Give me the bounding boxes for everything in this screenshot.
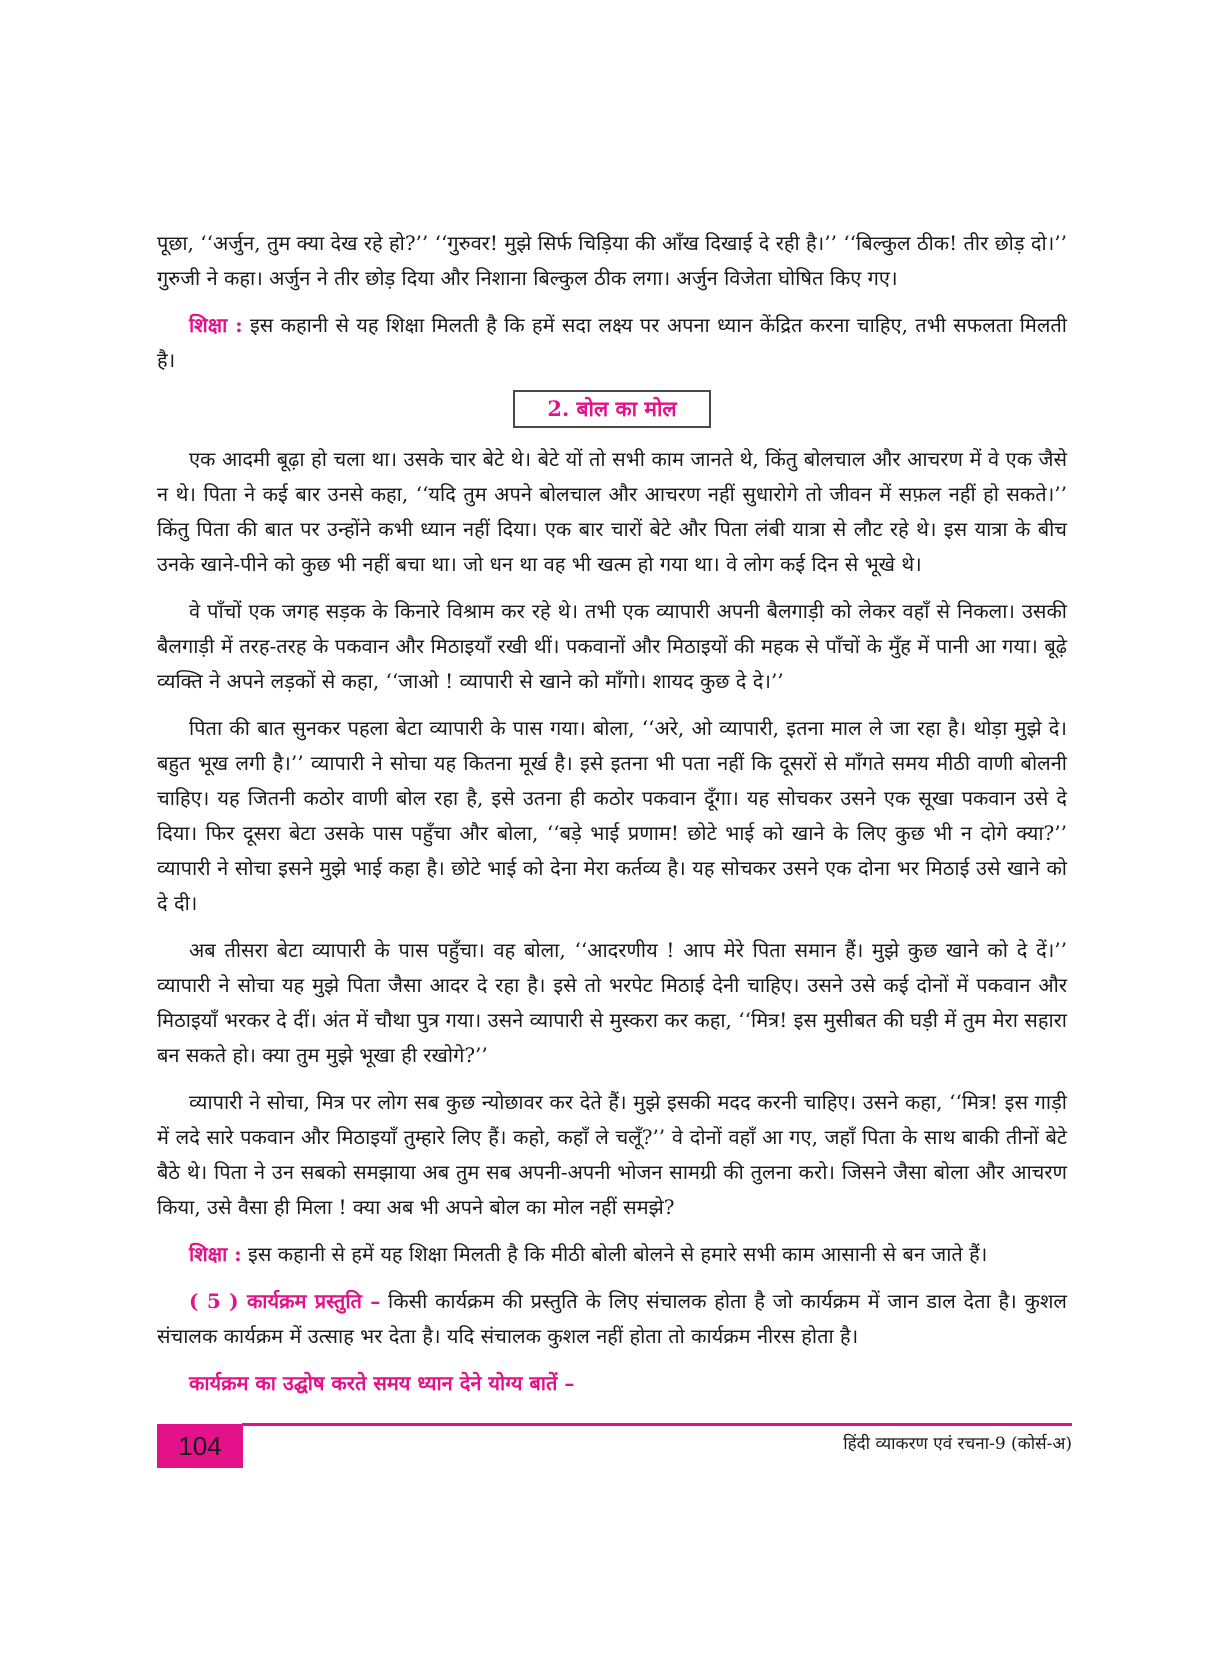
story-title: 2. बोल का मोल — [513, 390, 710, 428]
footer-book-title: हिंदी व्याकरण एवं रचना-9 (कोर्स-अ) — [843, 1434, 1072, 1454]
lesson-1-label: शिक्षा : — [189, 313, 243, 337]
story-paragraph: अब तीसरा बेटा व्यापारी के पास पहुँचा। वह बोला, ‘‘आदरणीय ! आप मेरे पिता समान हैं। मुझे कुछ खाने को दे दें।’’ व्यापारी ने सोचा यह मुझे पिता जैसा आदर दे रहा है। इसे तो भरपेट मिठाई देनी चाहिए। उसने उसे कई दोनों में पकवान और मिठाइयाँ भरकर दे दीं। अंत में चौथा पुत्र गया। उसने व्यापारी से मुस्करा कर कहा, ‘‘मित्र! इस मुसीबत की घड़ी में तुम मेरा सहारा बन सकते हो। क्या तुम मुझे भूखा ही रखोगे?’’ — [157, 938, 1067, 1067]
story-paragraph: एक आदमी बूढ़ा हो चला था। उसके चार बेटे थे। बेटे यों तो सभी काम जानते थे, किंतु बोलचाल और आचरण में वे एक जैसे न थे। पिता ने कई बार उनसे कहा, ‘‘यदि तुम अपने बोलचाल और आचरण नहीं सुधारोगे तो जीवन में सफ़ल नहीं हो सकते।’’ किंतु पिता की बात पर उन्होंने कभी ध्यान नहीं दिया। एक बार चारों बेटे और पिता लंबी यात्रा से लौट रहे थे। इस यात्रा के बीच उनके खाने-पीने को कुछ भी नहीं बचा था। जो धन था वह भी खत्म हो गया था। वे लोग कई दिन से भूखे थे। — [157, 447, 1067, 576]
story-title-wrap — [157, 390, 1067, 428]
lesson-2-text: इस कहानी से हमें यह शिक्षा मिलती है कि मीठी बोली बोलने से हमारे सभी काम आसानी से बन जाते हैं। — [241, 1242, 988, 1266]
story-paragraph: वे पाँचों एक जगह सड़क के किनारे विश्राम कर रहे थे। तभी एक व्यापारी अपनी बैलगाड़ी को लेकर वहाँ से निकला। उसकी बैलगाड़ी में तरह-तरह के पकवान और मिठाइयाँ रखी थीं। पकवानों और मिठाइयों की महक से पाँचों के मुँह में पानी आ गया। बूढ़े व्यक्ति ने अपने लड़कों से कहा, ‘‘जाओ ! व्यापारी से खाने को माँगो। शायद कुछ दे दे।’’ — [157, 599, 1067, 693]
story-paragraph: पिता की बात सुनकर पहला बेटा व्यापारी के पास गया। बोला, ‘‘अरे, ओ व्यापारी, इतना माल ले जा रहा है। थोड़ा मुझे दे। बहुत भूख लगी है।’’ व्यापारी ने सोचा यह कितना मूर्ख है। इसे इतना भी पता नहीं कि दूसरों से माँगते समय मीठी वाणी बोलनी चाहिए। यह जितनी कठोर वाणी बोल रहा है, इसे उतना ही कठोर पकवान दूँगा। यह सोचकर उसने एक सूखा पकवान उसे दे दिया। फिर दूसरा बेटा उसके पास पहुँचा और बोला, ‘‘बड़े भाई प्रणाम! छोटे भाई को खाने के लिए कुछ भी न दोगे क्या?’’ व्यापारी ने सोचा इसने मुझे भाई कहा है। छोटे भाई को देना मेरा कर्तव्य है। यह सोचकर उसने एक दोना भर मिठाई उसे खाने को दे दी। — [157, 716, 1067, 915]
section-5 — [157, 1284, 1067, 1354]
section-5-text: किसी कार्यक्रम की प्रस्तुति के लिए संचालक होता है जो कार्यक्रम में जान डाल देता है। कुशल संचालक कार्यक्रम में उत्साह भर देता है। यदि संचालक कुशल नहीं होता तो कार्यक्रम नीरस होता है। — [157, 1289, 1067, 1348]
story-paragraph: व्यापारी ने सोचा, मित्र पर लोग सब कुछ न्योछावर कर देते हैं। मुझे इसकी मदद करनी चाहिए। उसने कहा, ‘‘मित्र! इस गाड़ी में लदे सारे पकवान और मिठाइयाँ तुम्हारे लिए हैं। कहो, कहाँ ले चलूँ?’’ वे दोनों वहाँ आ गए, जहाँ पिता के साथ बाकी तीनों बेटे बैठे थे। पिता ने उन सबको समझाया अब तुम सब अपनी-अपनी भोजन सामग्री की तुलना करो। जिसने जैसा बोला और आचरण किया, उसे वैसा ही मिला ! क्या अब भी अपने बोल का मोल नहीं समझे? — [157, 1090, 1067, 1219]
section-5-heading: कार्यक्रम का उद्घोष करते समय ध्यान देने योग्य बातें – — [189, 1371, 575, 1395]
lesson-2 — [157, 1237, 1067, 1272]
lesson-1 — [157, 308, 1067, 378]
footer-rule — [242, 1423, 1072, 1426]
paragraph-arjun-ending: पूछा, ‘‘अर्जुन, तुम क्या देख रहे हो?’’ ‘‘गुरुवर! मुझे सिर्फ चिड़िया की आँख दिखाई दे रही है।’’ ‘‘बिल्कुल ठीक! तीर छोड़ दो।’’ गुरुजी ने कहा। अर्जुन ने तीर छोड़ दिया और निशाना बिल्कुल ठीक लगा। अर्जुन विजेता घोषित किए गए। — [157, 231, 1067, 290]
lesson-2-label: शिक्षा : — [189, 1242, 242, 1266]
page-content — [157, 226, 1067, 1400]
page-number: 104 — [157, 1424, 243, 1468]
section-5-label: ( 5 ) कार्यक्रम प्रस्तुति – — [189, 1289, 381, 1313]
lesson-1-text: इस कहानी से यह शिक्षा मिलती है कि हमें सदा लक्ष्य पर अपना ध्यान केंद्रित करना चाहिए, तभी सफलता मिलती है। — [157, 313, 1067, 372]
